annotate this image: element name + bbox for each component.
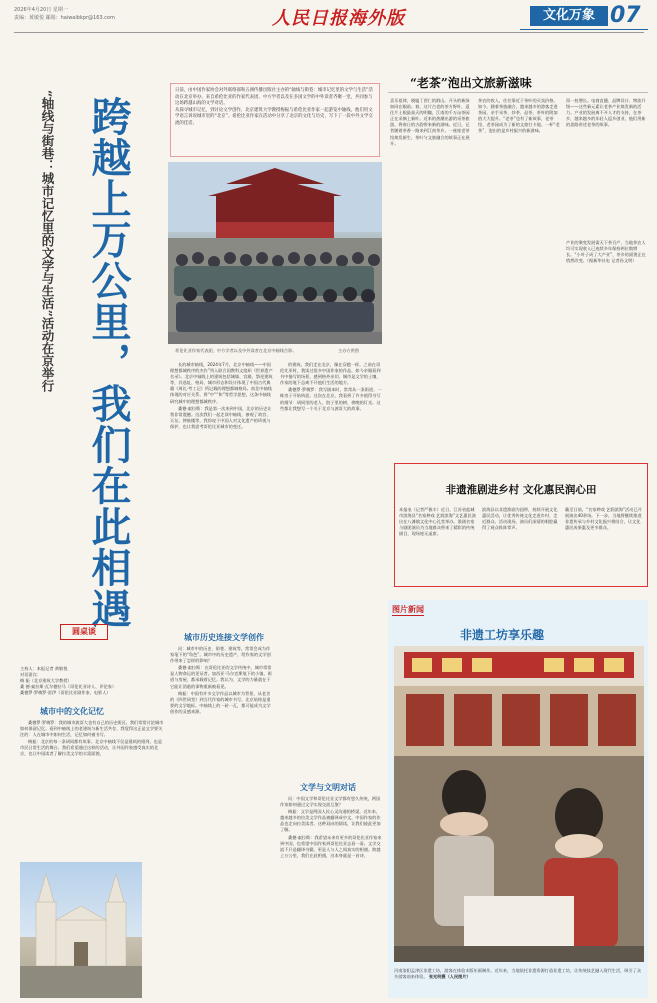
date-line: 2026年4月20日 星期一 xyxy=(14,7,68,13)
masthead-divider xyxy=(14,32,644,33)
paragraph: 问：中国文学和哥伦比亚文学都有悠久传统，两国作家如何通过文学实现交流互鉴？ xyxy=(280,796,381,808)
page-number: 07 xyxy=(610,3,641,28)
paragraph: 梅振：北京的每一条胡同都有故事。北京中轴线不仅是建筑的排列，也是市民日常生活的舞台。我们希望通过这样的活动，让外国作家感受真实的北京，也让中国读者了解拉美文学的丰富面貌。 xyxy=(20,739,163,757)
host-line: 主持人：本报记者 黄敏悦 xyxy=(20,666,68,671)
intangible-col-3: 戴至日前，“名家种戏 艺润滨海”活动已开展演出40余场。下一步，当地将继续推进非遗传承与乡村文化振兴相结合，让文化惠民成果惠及更多群众。 xyxy=(565,507,642,531)
intro-text: 日前，由中国作家协会对外联络部和五洲传播出版社主办的“轴线与街巷：城市记忆里的文学与生活”活动在北京举办。来自希伦比亚的作家代表团、中方学者以及在多国文学的中外读者齐聚一堂，共同参与这场跨越山海的文学对话。 xyxy=(175,88,373,107)
intangible-box xyxy=(394,463,648,587)
paragraph: 桑德·索拉斯：在哥伦比亚的文学传统中，城市常常是人物命运的见证者。加西亚·马尔克斯笔下的小镇、街道与房屋，都承载着记忆。我认为，文学的力量就在于它能让消逝的事物重新被看见。 xyxy=(170,665,272,689)
column-2-body xyxy=(170,362,274,431)
column-1 xyxy=(20,666,165,696)
vertical-subheadline: “轴线与街巷：城市记忆里的文学与生活”活动在京举行 xyxy=(40,90,55,392)
paragraph: 问：城市中的历史、街巷、建筑等，常常会成为作家笔下的“角色”。城市中的历史遗产，给作家的文学创作带来了怎样的影响？ xyxy=(170,646,271,664)
photo-news-caption xyxy=(394,968,644,980)
section-header-literature: 文学与文明对话 xyxy=(300,782,356,792)
old-tea-col-1: 喜乐祖律，晓履丁酉仁的群山。开头的新绿如同在眼前。春，这片古老的茶方野叶，返住片土根最高天的明瞳，江南的千万亩茶园正在采摘上新叶。近来的热潮出游的采茶旅游，将春日的古韵带来新的滋味。近日，记者随着茶香一路来到江南茶乡。一座座老茶馆焕发新生，茶叶与文旅融合的故事正在展开。 xyxy=(390,98,470,146)
vertical-headline: 跨越上万公里，我们在此相遇 xyxy=(85,96,132,629)
paragraph: 桑德·索拉斯：我是第一次来到中国，北京的历史让我非常震撼。这次我们一起走读中轴线，参观了故宫、天坛、钟鼓楼等，我惊叹于中国人对文化遗产的珍视与保护，也让我思考哥伦比亚城市的变迁。 xyxy=(170,405,272,429)
old-tea-rule xyxy=(388,92,648,93)
photo-news-title: 非遗工坊享乐趣 xyxy=(460,628,545,642)
paragraph: 长的城市轴线，2024年7月，北京中轴线——中国理想都城秩序的杰作”列入联合国教科文组织《世界遗产名录》。北京中轴线上的建筑包括城墙、宫殿、祭祀建筑等，其选址、格局、城市形态和设计体现了中国古代典籍《周礼·考工记》所记载的理想都城格局。南北中轴线体现的对应关系，将“中”“和”等哲学思想，这条中轴线研究城中的理想都城秩序。 xyxy=(170,362,273,404)
old-tea-col-4: 产业的聚变发展需天下茶百产，当地茶农人均可实现收入已连续多年保持两位数增长。“小叶子成了大产业”，茶乡的面貌正在悄然改变。（据新华社电 记者孙文明） xyxy=(566,240,646,264)
paragraph: 桑德·索拉斯：我希望未来有更多的哥伦比亚作家来到中国，也希望中国作家到哥伦比亚去看一看。文学交流不只是翻译书籍，更是人与人之间真实的相遇。跨越上万公里，我们在此相遇，这本身就是一首诗。 xyxy=(280,834,382,858)
roundtable-tag: 圆桌谈 xyxy=(60,624,108,640)
guest-2: 桑 德·索拉斯·瓦尔德拉马（哥伦比亚诗人、评论家） xyxy=(20,684,117,690)
guests-label: 对话嘉宾： xyxy=(20,672,41,678)
photo-news-tag: 图片新闻 xyxy=(392,605,424,614)
old-tea-title: “老茶”泡出文旅新滋味 xyxy=(410,76,532,90)
column-2-body-b xyxy=(170,646,274,716)
photo-caption: 希伦比亚作家代表团、中方学者以及中外读者在北京中轴线合影。 xyxy=(175,348,297,353)
cathedral-photo xyxy=(20,862,142,998)
guest-3: 桑德罗·罗梅罗·雷伊（哥伦比亚剧作家、电影人） xyxy=(20,690,111,696)
photo-news-caption-text: 河南洛阳孟津区非遗工坊，游客在体验木版年画制作。近年来，当地依托非遗资源打造非遗工坊，让传统技艺融入现代生活，吸引了众多游客前来体验。 xyxy=(394,968,642,980)
paragraph: 的建筑。我们走在北京，像在穿越一样。之前在哥伦比亚时，我读过很多中国作家的作品，如今亲眼看到书中描写的场景，感到格外亲切。城市是文学的土壤，作家的笔下总离不开他们生活的地方。 xyxy=(280,362,381,386)
intangible-col-1: 本报电（记者严雅丰）近日，江苏省盐城市滨海县“名家种戏 艺润滨海”文艺惠民演出在八滩镇文化中心礼堂举办。淮剧名家与剧团演员为当地群众带来了精彩的传统剧目，现场座无虚席。 xyxy=(399,507,476,537)
intro-box xyxy=(170,83,380,157)
paragraph: 桑德罗·罗梅罗：我的城市波哥大也有自己的历史街区。我们常常讨论城市如何保留记忆。看到中轴线上的老建筑与新生活共存，我觉得这正是文学要关注的：人在城市中如何生活，记忆如何被书写。 xyxy=(20,720,164,738)
paragraph: 梅振：文学是两国人民心灵沟通的桥梁。近年来，越来越多的拉美文学作品被翻译成中文，中国作家的作品也走向拉美读者。这种双向的阅读，让我们彼此更加了解。 xyxy=(280,809,381,833)
newspaper-logo: 人民日报海外版 xyxy=(272,8,405,29)
old-tea-col-2: 茶农的收入，往往靠近于茶叶的买卖价格。如今，随着茶旅融合，越来越多的游客走进茶园，亲手采茶、炒茶、品茶，茶叶的附加值大大提升。“老茶”也有了新故事，老茶馆、老茶园成为了新的文旅打卡地。一杯“老茶”，泡出的是乡村振兴的新滋味。 xyxy=(478,98,560,134)
intangible-col-2: 滨海县以非遗淮剧为纽带，持续开展文化惠民活动，让优秀传统文化走进乡村、走近群众。活动现场，演员们深情的唱腔赢得了观众阵阵掌声。 xyxy=(482,507,558,531)
section-header-city: 城市中的文化记忆 xyxy=(40,706,104,716)
guest-1: 梅 振（北京建筑大学教授） xyxy=(20,678,72,684)
photo-news-credit: 张光明摄（人民图片） xyxy=(428,974,471,980)
masthead-rule xyxy=(520,29,648,30)
paragraph: 桑德罗·罗梅罗：我写剧本时，常常从一条街道、一栋房子开始构思。这次在北京，我看到了许多值得书写的细节：胡同里的老人、院子里的树、傍晚的灯光。这些都让我想写一个关于北京与波哥大的故事。 xyxy=(280,387,382,411)
editor-line: 责编：黄敏悦 邮箱：haiwaibkpr@163.com xyxy=(14,15,115,21)
column-3-body xyxy=(280,362,382,413)
section-label: 文化万象 xyxy=(530,6,608,26)
intro-text-2: 从探寻城市记忆，到讨论文学创作，北京建筑大学教授梅振与希伦比亚作家一起游览中轴线，他们用文学语言诉说城市里的“北京”。希伦比亚作家在活动中分享了北京的文化与历史，写下了一段中外文学交流的佳话。 xyxy=(175,107,373,126)
column-3-body-b xyxy=(280,796,382,860)
workshop-photo xyxy=(394,646,644,962)
old-tea-col-3: 留一桩增长。电商直播、品牌设计、物流升级——这些新元素让老茶产业焕发新的活力。产业的发展离不开人才的支持，在茶乡，越来越多的年轻人返乡创业，他们用新的思路讲述老茶的故事。 xyxy=(566,98,646,128)
column-1-body xyxy=(20,720,165,759)
photo-credit: 主办方供图 xyxy=(338,348,359,353)
paragraph: 梅振：中国有许多文学作品以城市为背景，从老舍的《四世同堂》到当代作家的城市书写，北京始终是重要的文学地标。中轴线上的一砖一瓦，都可能成为文学创作的灵感来源。 xyxy=(170,690,271,714)
intangible-title: 非遗淮剧进乡村 文化惠民润心田 xyxy=(445,484,597,496)
section-header-history: 城市历史连接文学创作 xyxy=(184,632,264,642)
group-photo xyxy=(168,162,382,344)
